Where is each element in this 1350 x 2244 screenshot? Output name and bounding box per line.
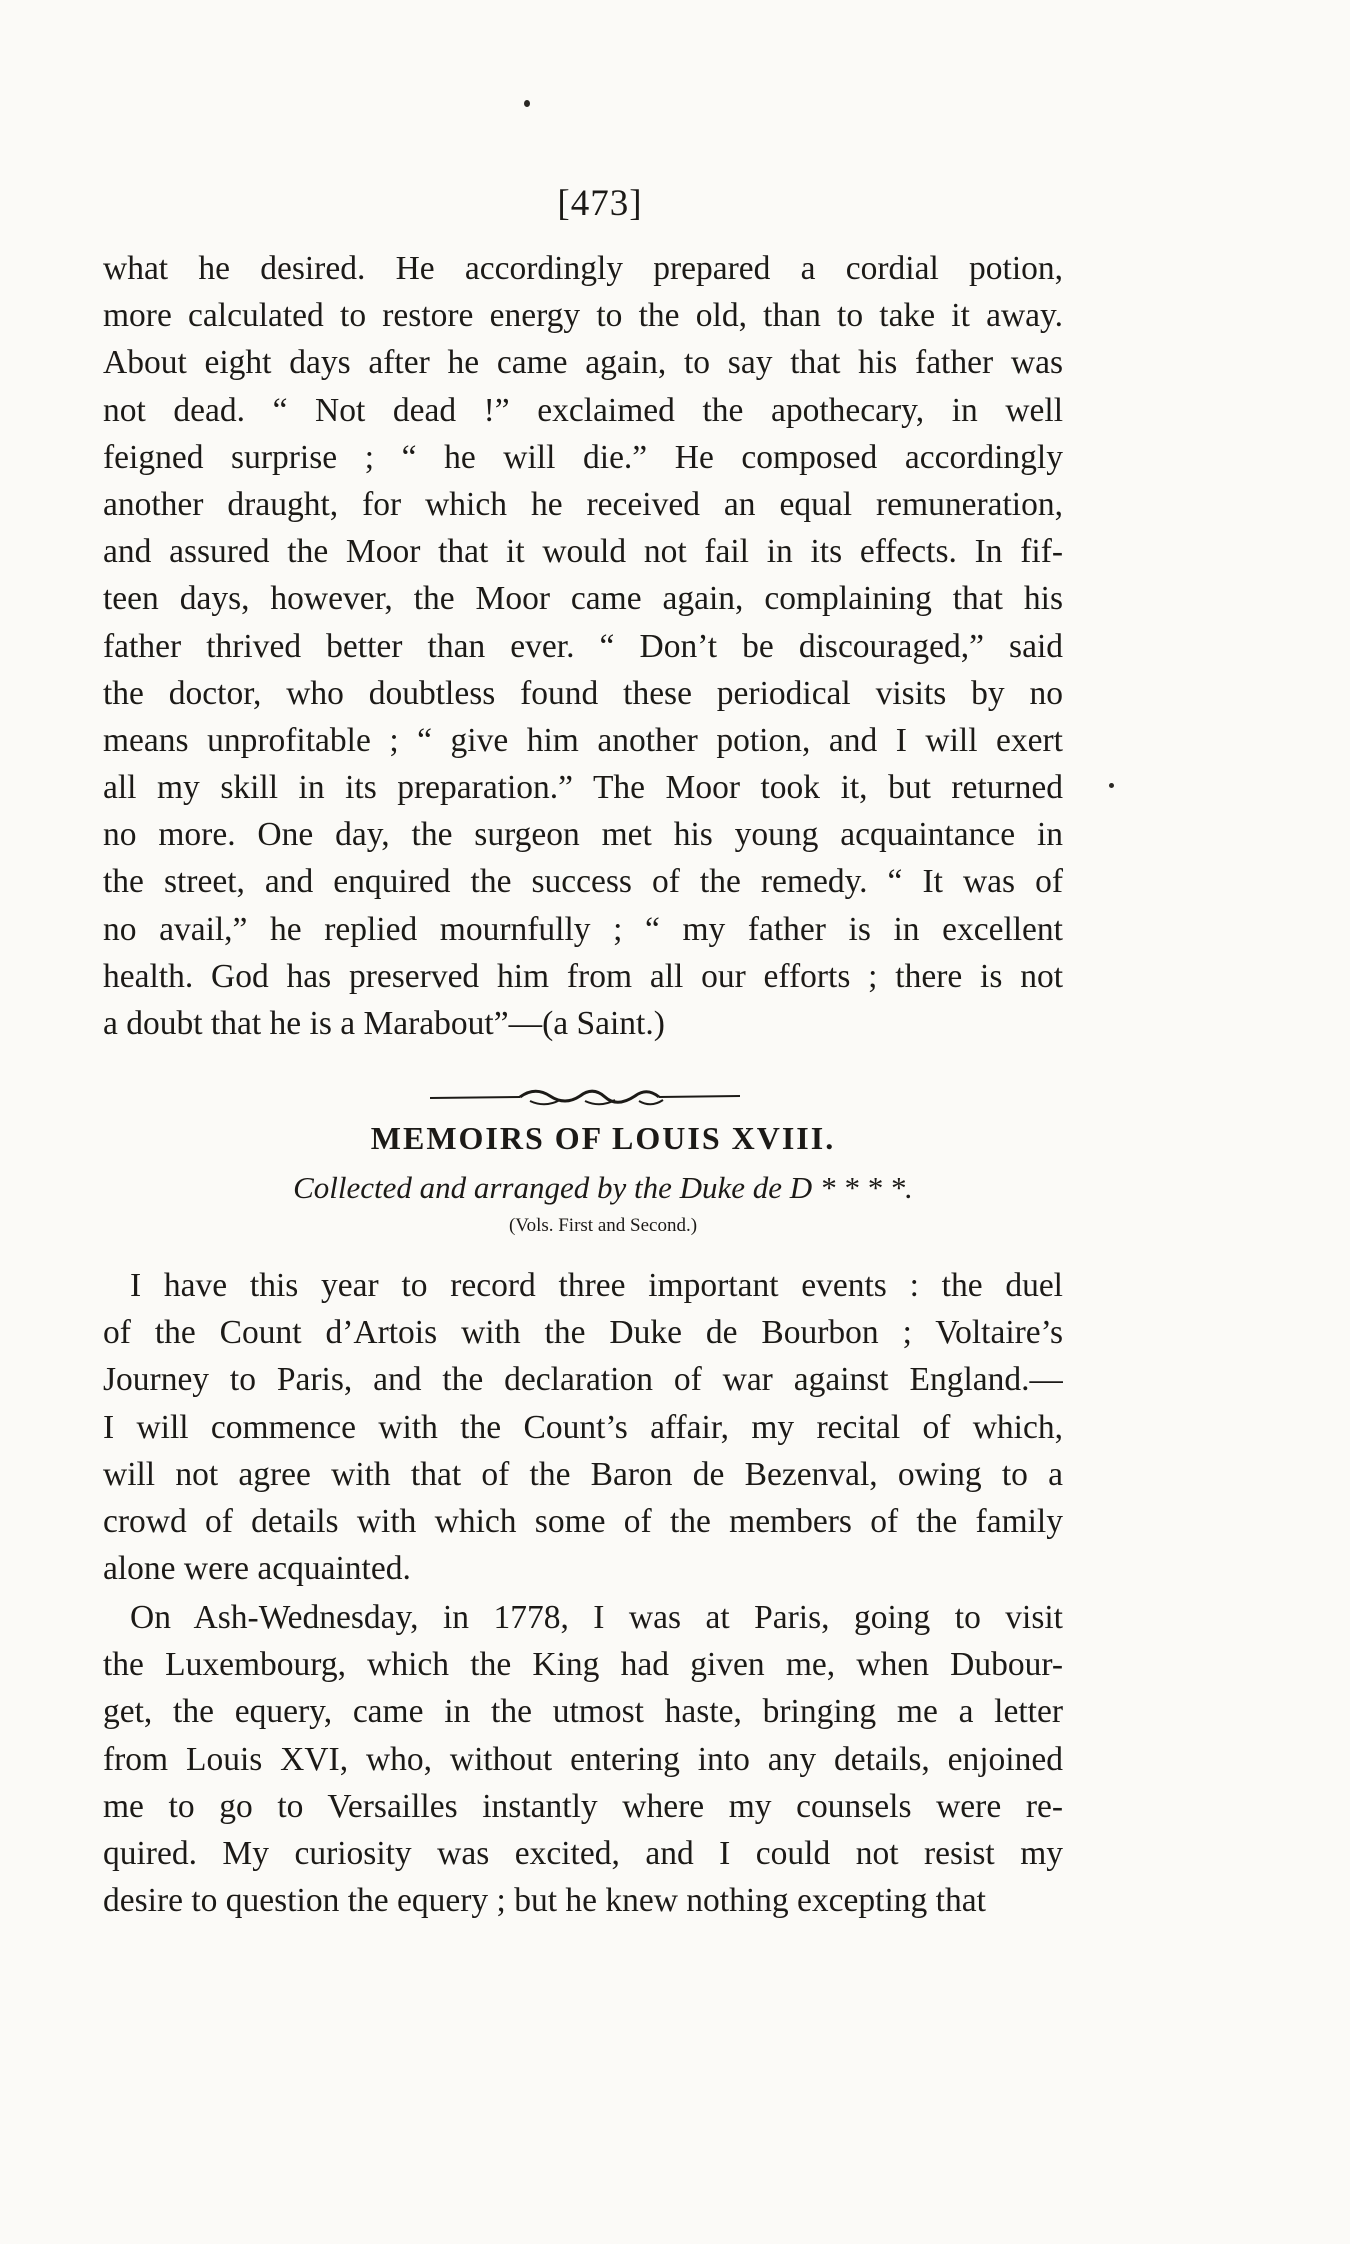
text-line: desire to question the equery ; but he knew nothing excepting that bbox=[103, 1882, 986, 1920]
article-title: MEMOIRS OF LOUIS XVIII. bbox=[370, 1120, 836, 1156]
page-number: [473] bbox=[557, 183, 643, 224]
text-line: About eight days after he came again, to say that his father was bbox=[103, 344, 1063, 382]
text-line: me to go to Versailles instantly where my counsels were re- bbox=[103, 1787, 1063, 1825]
text-line: the doctor, who doubtless found these periodical visits by no bbox=[103, 674, 1063, 712]
text-line: On Ash-Wednesday, in 1778, I was at Paris, going to visit bbox=[130, 1599, 1063, 1636]
text-line: father thrived better than ever. “ Don’t be discouraged,” said bbox=[103, 627, 1063, 665]
text-line: I will commence with the Count’s affair, my recital of which, bbox=[103, 1408, 1063, 1446]
text-line: no more. One day, the surgeon met his young acquaintance in bbox=[103, 816, 1063, 854]
text-line: and assured the Moor that it would not fail in its effects. In fif- bbox=[103, 533, 1063, 571]
text-line: what he desired. He accordingly prepared a cordial potion, bbox=[103, 250, 1063, 287]
paragraph-1 bbox=[103, 1262, 1063, 1592]
text-line: of the Count d’Artois with the Duke de Bourbon ; Voltaire’s bbox=[103, 1314, 1063, 1352]
paragraph-2 bbox=[103, 1594, 1063, 1924]
text-line: all my skill in its preparation.” The Moor took it, but returned bbox=[103, 769, 1063, 807]
text-line: alone were acquainted. bbox=[103, 1550, 411, 1588]
text-line: more calculated to restore energy to the old, than to take it away. bbox=[103, 297, 1063, 335]
text-line: from Louis XVI, who, without entering into any details, enjoined bbox=[103, 1740, 1063, 1778]
text-line: quired. My curiosity was excited, and I could not resist my bbox=[103, 1834, 1063, 1872]
text-block-continuation bbox=[103, 245, 1063, 1047]
text-line: feigned surprise ; “ he will die.” He composed accordingly bbox=[103, 438, 1063, 476]
text-line: another draught, for which he received an equal remuneration, bbox=[103, 485, 1063, 523]
text-line: the street, and enquired the success of the remedy. “ It was of bbox=[103, 863, 1063, 901]
ink-speck bbox=[1109, 783, 1114, 788]
ink-speck bbox=[524, 100, 530, 107]
text-line: means unprofitable ; “ give him another potion, and I will exert bbox=[103, 721, 1063, 759]
text-line: will not agree with that of the Baron de Bezenval, owing to a bbox=[103, 1455, 1063, 1493]
ornamental-rule bbox=[425, 1082, 745, 1112]
volume-note: (Vols. First and Second.) bbox=[508, 1215, 698, 1236]
text-line: I have this year to record three important events : the duel bbox=[130, 1267, 1063, 1304]
article-subtitle: Collected and arranged by the Duke de D * * * *. bbox=[293, 1170, 913, 1205]
text-line: Journey to Paris, and the declaration of war against England.— bbox=[103, 1361, 1063, 1399]
text-line: the Luxembourg, which the King had given me, when Dubour- bbox=[103, 1646, 1063, 1684]
text-line: crowd of details with which some of the members of the family bbox=[103, 1502, 1063, 1540]
text-line: teen days, however, the Moor came again, complaining that his bbox=[103, 580, 1063, 618]
text-line: health. God has preserved him from all our efforts ; there is not bbox=[103, 957, 1063, 995]
text-line: no avail,” he replied mournfully ; “ my father is in excellent bbox=[103, 910, 1063, 948]
text-line: a doubt that he is a Marabout”—(a Saint.) bbox=[103, 1005, 665, 1042]
text-line: not dead. “ Not dead !” exclaimed the apothecary, in well bbox=[103, 391, 1063, 429]
text-line: get, the equery, came in the utmost haste, bringing me a letter bbox=[103, 1693, 1063, 1731]
